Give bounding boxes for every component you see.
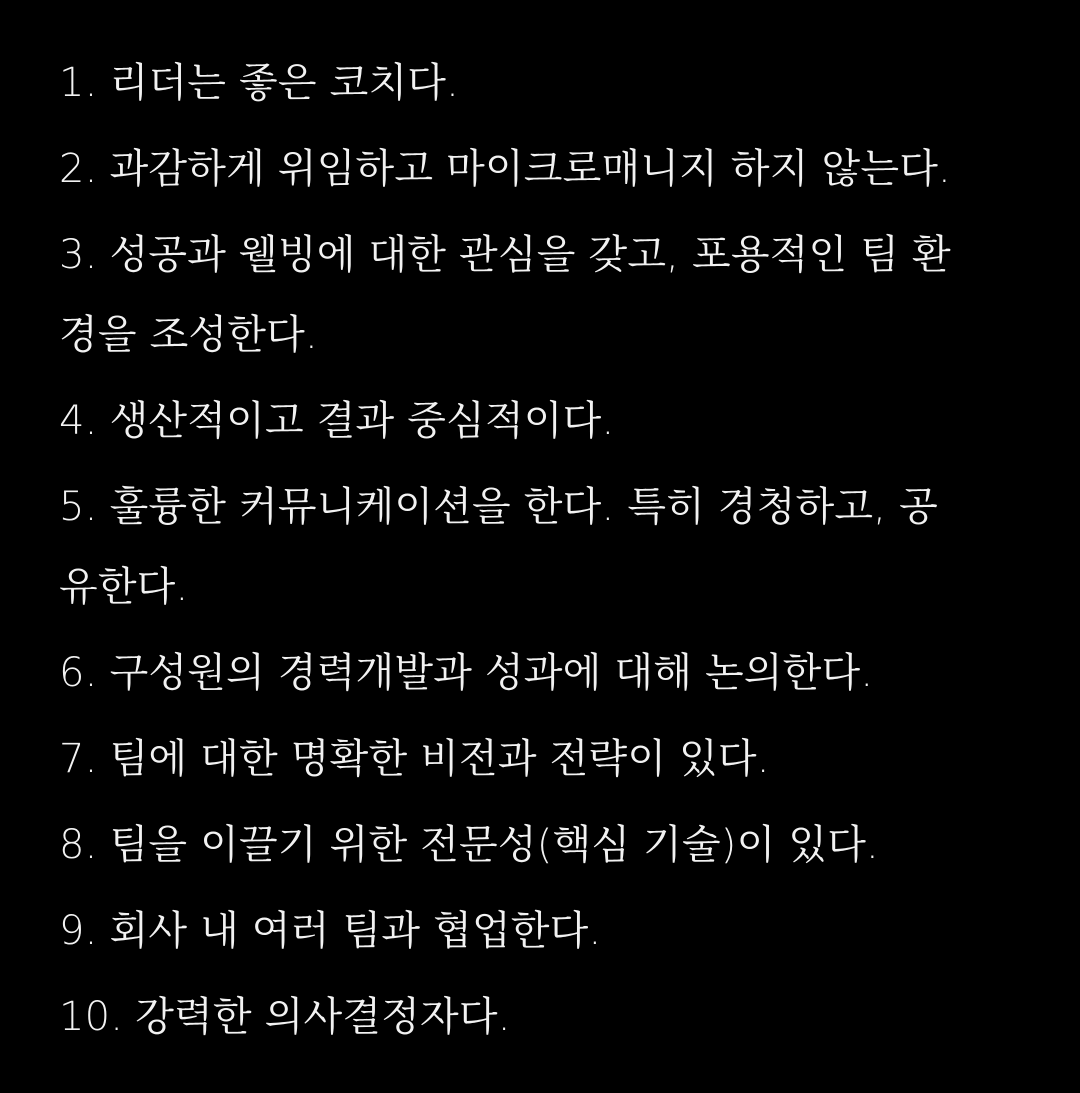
item-text: 회사 내 여러 팀과 협업한다. [109,908,602,954]
item-number: 3. [59,232,98,278]
item-text: 팀을 이끌기 위한 전문성(핵심 기술)이 있다. [109,822,879,868]
item-text-continued: 경을 조성한다. [59,312,318,358]
item-text: 강력한 의사결정자다. [135,994,511,1040]
item-number: 8. [59,822,98,868]
list-item [59,126,1034,212]
list-item [59,888,1034,974]
list-item [59,716,1034,802]
item-text: 생산적이고 결과 중심적이다. [109,398,615,444]
item-text: 리더는 좋은 코치다. [109,60,460,106]
list-item [59,802,1034,888]
item-number: 4. [59,398,98,444]
item-text: 과감하게 위임하고 마이크로매니지 하지 않는다. [109,146,951,192]
item-text: 구성원의 경력개발과 성과에 대해 논의한다. [109,650,874,696]
item-number: 10. [59,994,124,1040]
item-number: 1. [59,60,98,106]
leadership-traits-list [59,40,1034,1060]
item-number: 2. [59,146,98,192]
item-number: 6. [59,650,98,696]
list-item [59,464,1034,630]
list-item [59,378,1034,464]
list-item [59,212,1034,378]
list-item [59,40,1034,126]
item-number: 9. [59,908,98,954]
list-item [59,630,1034,716]
item-number: 5. [59,484,98,530]
item-text: 훌륭한 커뮤니케이션을 한다. 특히 경청하고, 공 [109,484,938,530]
item-text: 성공과 웰빙에 대한 관심을 갖고, 포용적인 팀 환 [109,232,951,278]
item-number: 7. [59,736,98,782]
item-text: 팀에 대한 명확한 비전과 전략이 있다. [109,736,770,782]
item-text-continued: 유한다. [59,564,189,610]
list-item [59,974,1034,1060]
